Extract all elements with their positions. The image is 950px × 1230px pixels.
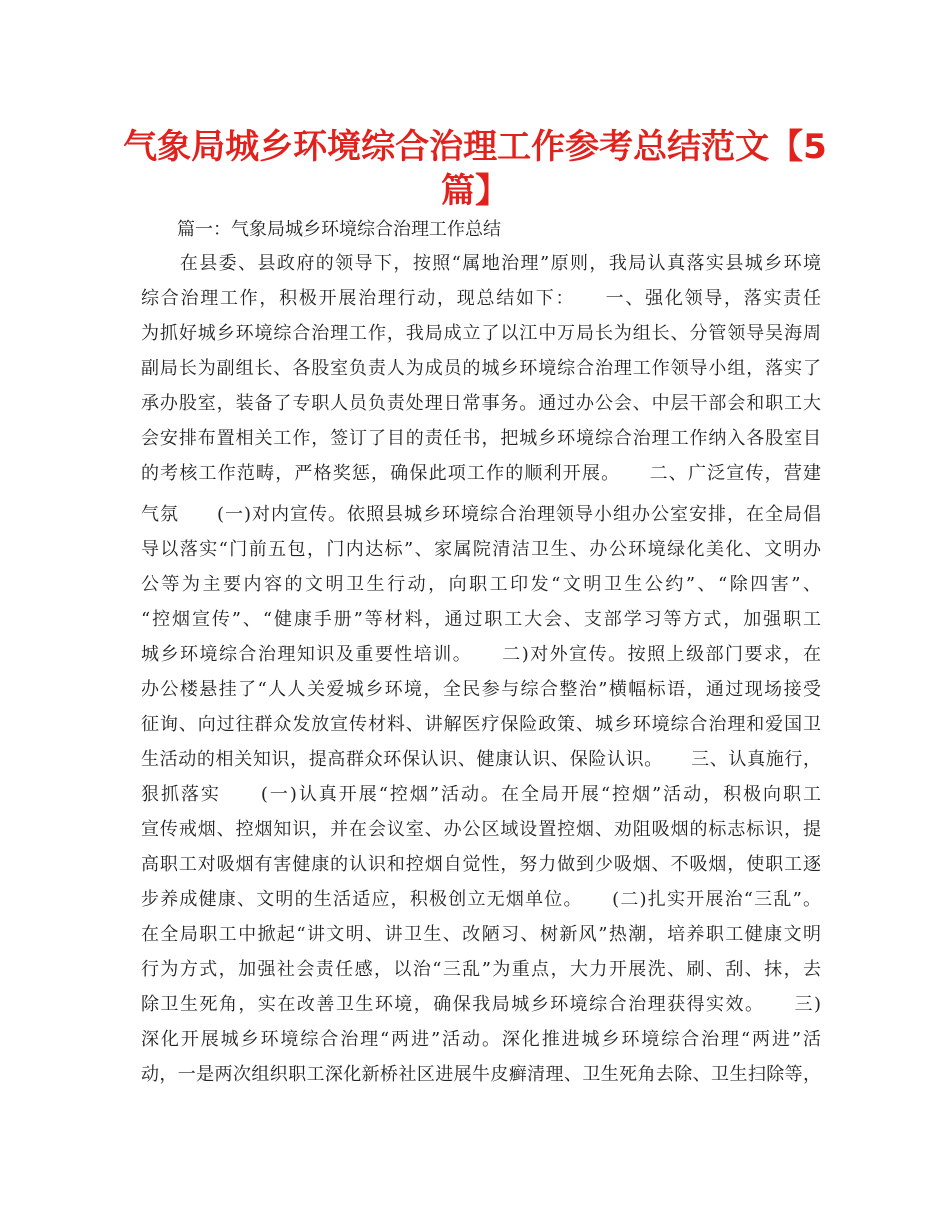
paragraph-line: 办公楼悬挂了“人人关爱城乡环境，全民参与综合整治”横幅标语，通过现场接受 [141, 679, 821, 700]
paragraph-line: “控烟宣传”、“健康手册”等材料，通过职工大会、支部学习等方式，加强职工 [141, 609, 821, 630]
paragraph-line: 的考核工作范畴，严格奖惩，确保此项工作的顺利开展。 二、广泛宣传，营建 [141, 463, 821, 484]
paragraph-line: 高职工对吸烟有害健康的认识和控烟自觉性，努力做到少吸烟、不吸烟，使职工逐 [141, 854, 821, 875]
paragraph-line: 除卫生死角，实在改善卫生环境，确保我局城乡环境综合治理获得实效。 三) [141, 994, 821, 1015]
paragraph-line: 为抓好城乡环境综合治理工作，我局成立了以江中万局长为组长、分管领导吴海周 [141, 323, 821, 344]
paragraph-line: 宣传戒烟、控烟知识，并在会议室、办公区域设置控烟、劝阻吸烟的标志标识，提 [141, 819, 821, 840]
paragraph-line: 狠抓落实 (一)认真开展“控烟”活动。在全局开展“控烟”活动，积极向职工 [141, 784, 821, 805]
paragraph-line: 城乡环境综合治理知识及重要性培训。 二)对外宣传。按照上级部门要求，在 [141, 644, 821, 665]
paragraph-line: 公等为主要内容的文明卫生行动，向职工印发“文明卫生公约”、“除四害”、 [141, 574, 821, 595]
paragraph-line: 气氛 (一)对内宣传。依照县城乡环境综合治理领导小组办公室安排，在全局倡 [141, 504, 821, 525]
document-title-line-1: 气象局城乡环境综合治理工作参考总结范文【5 [123, 127, 827, 167]
paragraph-line: 在全局职工中掀起“讲文明、讲卫生、改陋习、树新风”热潮，培养职工健康文明 [141, 924, 821, 945]
paragraph-line: 在县委、县政府的领导下，按照“属地治理”原则，我局认真落实县城乡环境 [141, 253, 821, 274]
paragraph-line: 导以落实“门前五包，门内达标”、家属院清洁卫生、办公环境绿化美化、文明办 [141, 539, 821, 560]
document-title-line-2: 篇】 [441, 171, 509, 211]
paragraph-line: 生活动的相关知识，提高群众环保认识、健康认识、保险认识。 三、认真施行， [141, 749, 821, 770]
paragraph-line: 深化开展城乡环境综合治理“两进”活动。深化推进城乡环境综合治理“两进”活 [141, 1029, 821, 1050]
paragraph-line: 动，一是两次组织职工深化新桥社区进展牛皮癣清理、卫生死角去除、卫生扫除等， [141, 1064, 821, 1085]
paragraph-line: 步养成健康、文明的生活适应，积极创立无烟单位。 (二)扎实开展治“三乱”。 [141, 889, 821, 910]
paragraph-line: 征询、向过往群众发放宣传材料、讲解医疗保险政策、城乡环境综合治理和爱国卫 [141, 714, 821, 735]
paragraph-line: 副局长为副组长、各股室负责人为成员的城乡环境综合治理工作领导小组，落实了 [141, 358, 821, 379]
paragraph-line: 行为方式，加强社会责任感，以治“三乱”为重点，大力开展洗、刷、刮、抹，去 [141, 959, 821, 980]
paragraph-line: 会安排布置相关工作，签订了目的责任书，把城乡环境综合治理工作纳入各股室目 [141, 428, 821, 449]
paragraph-line: 综合治理工作，积极开展治理行动，现总结如下： 一、强化领导，落实责任 [141, 288, 821, 309]
paragraph-line: 篇一：气象局城乡环境综合治理工作总结 [141, 219, 501, 240]
paragraph-line: 承办股室，装备了专职人员负责处理日常事务。通过办公会、中层干部会和职工大 [141, 393, 821, 414]
